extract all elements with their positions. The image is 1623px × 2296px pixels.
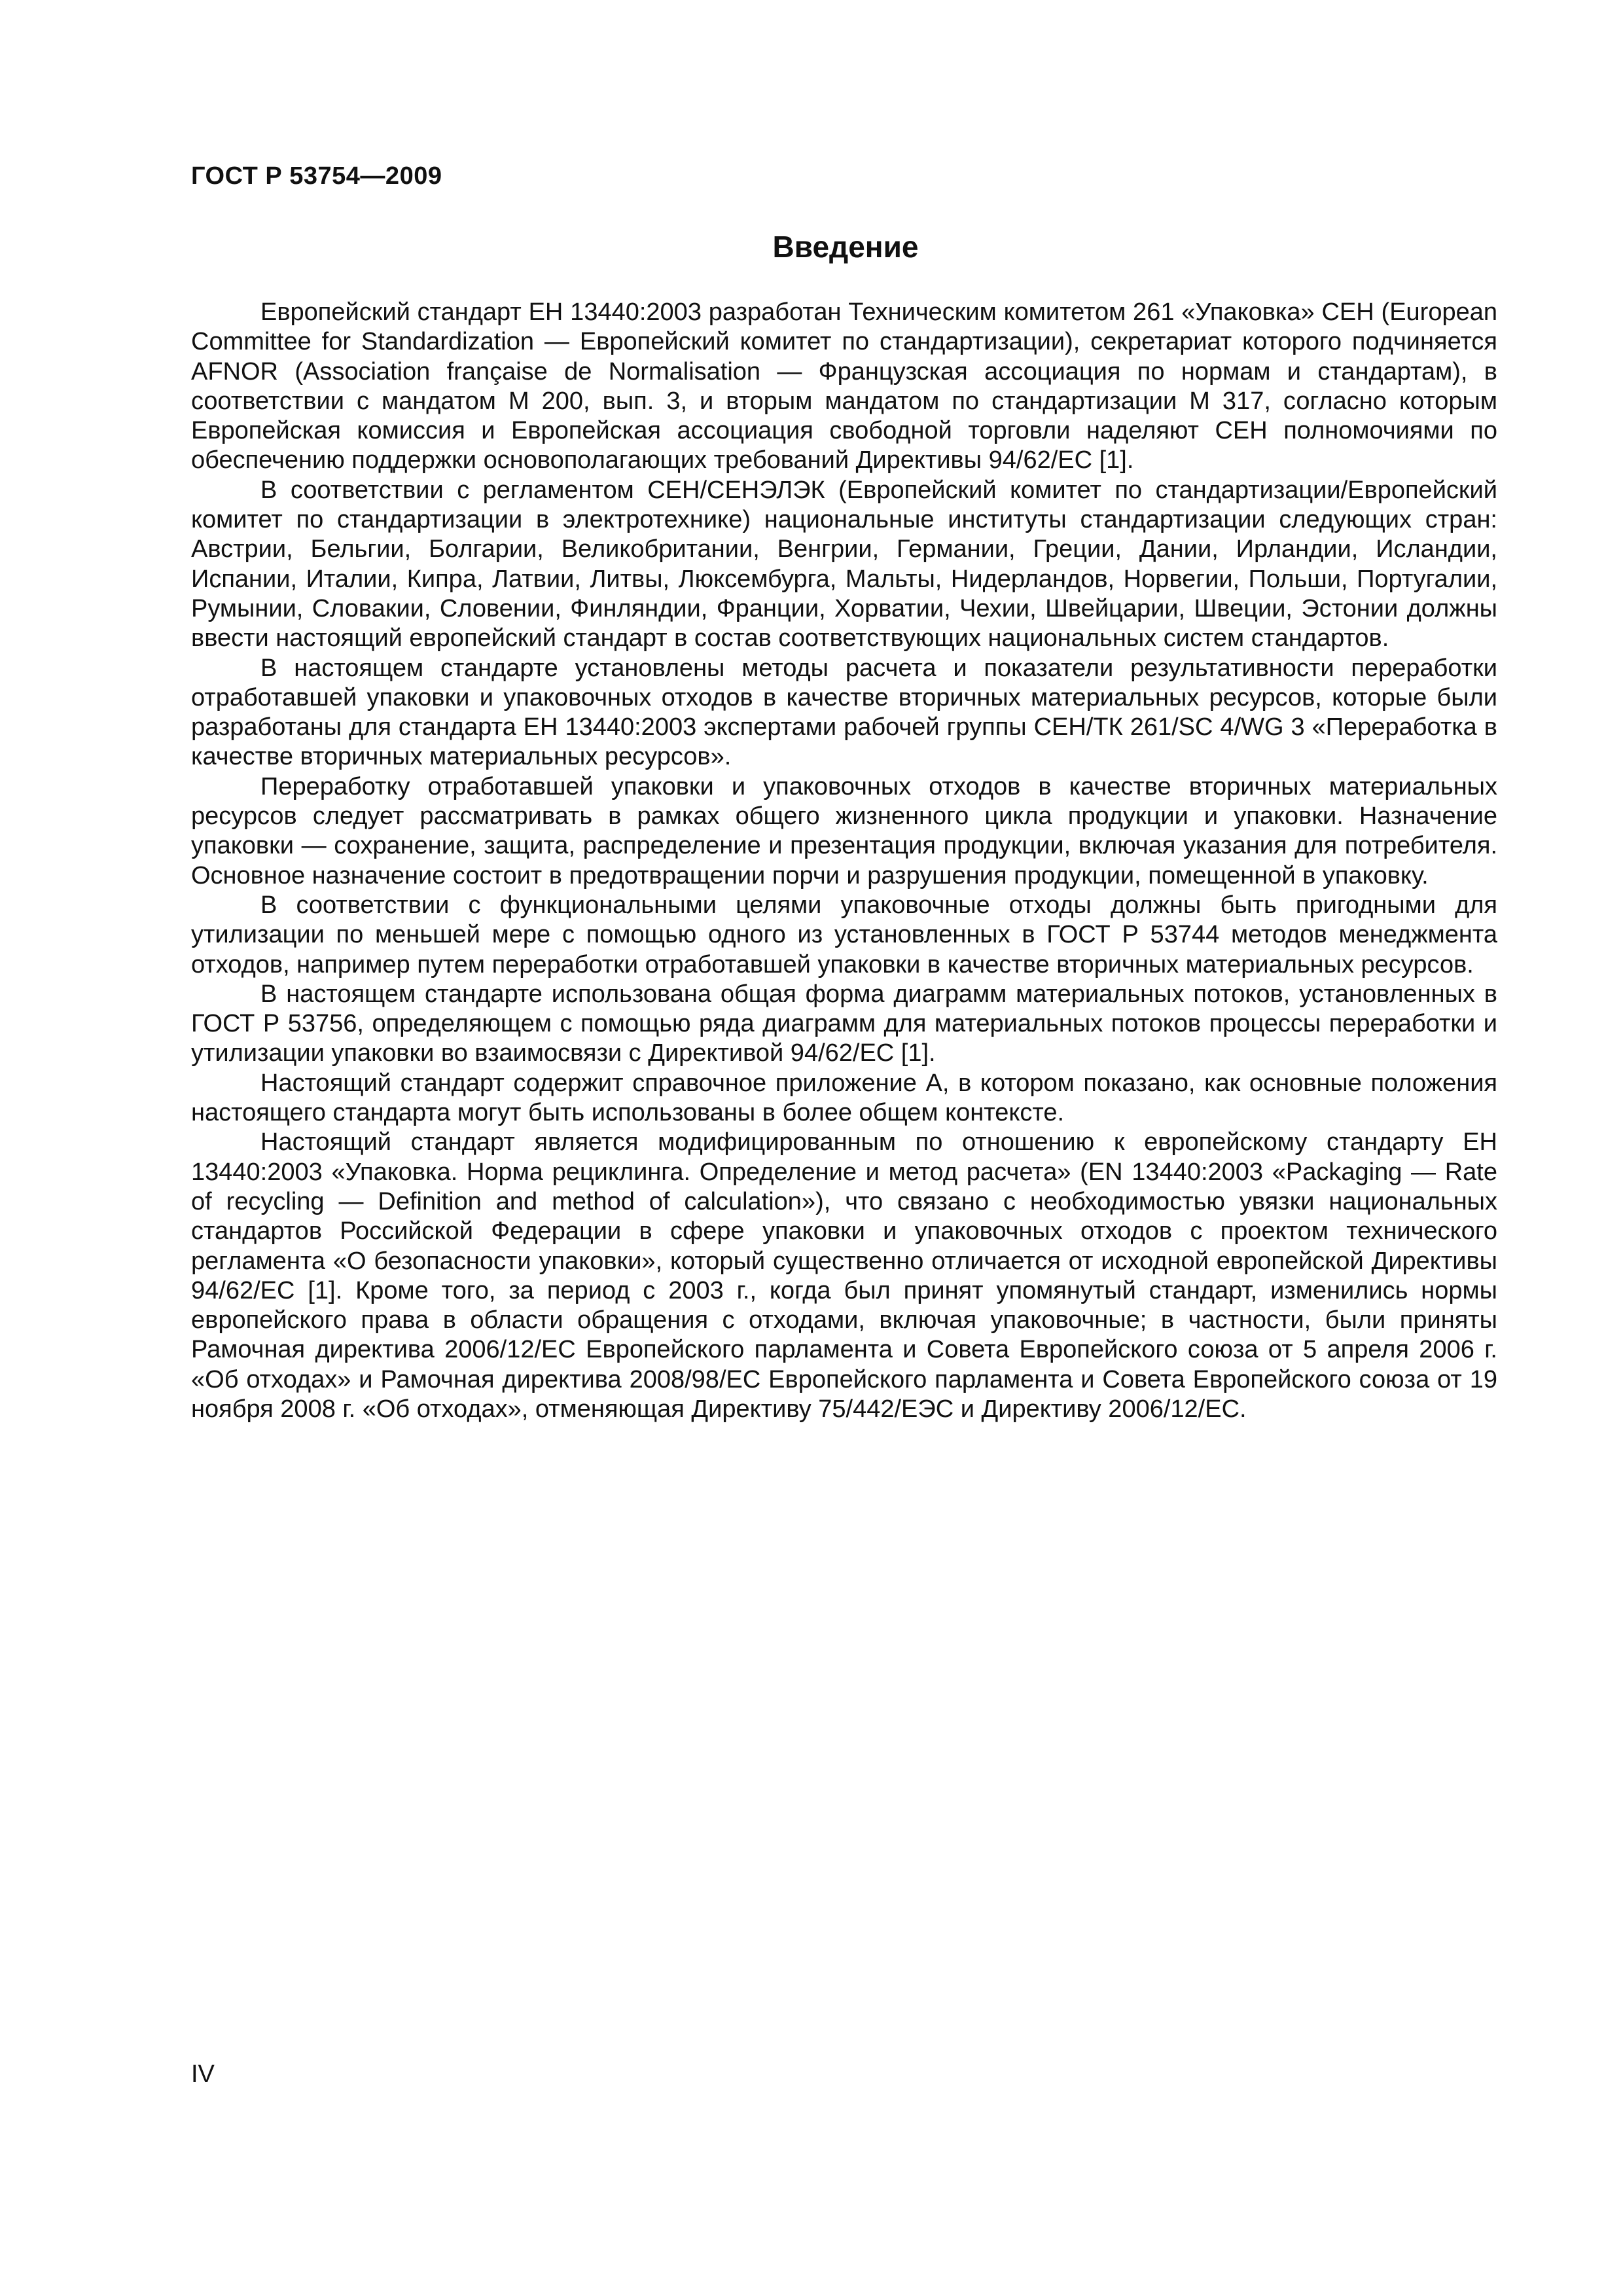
paragraph: Европейский стандарт ЕН 13440:2003 разработан Техническим комитетом 261 «Упаковка» СЕН (European Committee for Standardization — Европейский комитет по стандартизации), секретариат которого подчиняется AFNOR (Association française de Normalisation — Французская ассоциация по нормам и стандартам), в соответствии с мандатом М 200, вып. 3, и вторым мандатом по стандартизации М 317, согласно которым Европейская комиссия и Европейская ассоциация свободной торговли наделяют СЕН полномочиями по обеспечению поддержки основополагающих требований Директивы 94/62/ЕС [1]. (191, 298, 1497, 475)
paragraph: Настоящий стандарт содержит справочное приложение А, в котором показано, как основные положения настоящего стандарта могут быть использованы в более общем контексте. (191, 1069, 1497, 1127)
document-id-header: ГОСТ Р 53754—2009 (191, 162, 442, 190)
paragraph: В настоящем стандарте установлены методы расчета и показатели результативности переработки отработавшей упаковки и упаковочных отходов в качестве вторичных материальных ресурсов, которые были разработаны для стандарта ЕН 13440:2003 экспертами рабочей группы СЕН/ТК 261/SC 4/WG 3 «Переработка в качестве вторичных материальных ресурсов». (191, 654, 1497, 771)
page-number: IV (191, 2060, 215, 2088)
section-title: Введение (772, 230, 919, 264)
paragraph: Настоящий стандарт является модифицированным по отношению к европейскому стандарту ЕН 13440:2003 «Упаковка. Норма рециклинга. Определение и метод расчета» (EN 13440:2003 «Packaging — Rate of recycling — Definition and method of calculation»), что связано с необходимостью увязки национальных стандартов Российской Федерации в сфере упаковки и упаковочных отходов с проектом технического регламента «О безопасности упаковки», который существенно отличается от исходной европейской Директивы 94/62/ЕС [1]. Кроме того, за период с 2003 г., когда был принят упомянутый стандарт, изменились нормы европейского права в области обращения с отходами, включая упаковочные; в частности, были приняты Рамочная директива 2006/12/ЕС Европейского парламента и Совета Европейского союза от 5 апреля 2006 г. «Об отходах» и Рамочная директива 2008/98/ЕС Европейского парламента и Совета Европейского союза от 19 ноября 2008 г. «Об отходах», отменяющая Директиву 75/442/ЕЭС и Директиву 2006/12/ЕС. (191, 1128, 1497, 1423)
paragraph: В соответствии с функциональными целями упаковочные отходы должны быть пригодными для утилизации по меньшей мере с помощью одного из установленных в ГОСТ Р 53744 методов менеджмента отходов, например путем переработки отработавшей упаковки в качестве вторичных материальных ресурсов. (191, 891, 1497, 978)
paragraph: Переработку отработавшей упаковки и упаковочных отходов в качестве вторичных материальных ресурсов следует рассматривать в рамках общего жизненного цикла продукции и упаковки. Назначение упаковки — сохранение, защита, распределение и презентация продукции, включая указания для потребителя. Основное назначение состоит в предотвращении порчи и разрушения продукции, помещенной в упаковку. (191, 772, 1497, 889)
paragraph: В настоящем стандарте использована общая форма диаграмм материальных потоков, установленных в ГОСТ Р 53756, определяющем с помощью ряда диаграмм для материальных потоков процессы переработки и утилизации упаковки во взаимосвязи с Директивой 94/62/ЕС [1]. (191, 980, 1497, 1067)
paragraph: В соответствии с регламентом СЕН/СЕНЭЛЭК (Европейский комитет по стандартизации/Европейский комитет по стандартизации в электротехнике) национальные институты стандартизации следующих стран: Австрии, Бельгии, Болгарии, Великобритании, Венгрии, Германии, Греции, Дании, Ирландии, Исландии, Испании, Италии, Кипра, Латвии, Литвы, Люксембурга, Мальты, Нидерландов, Норвегии, Польши, Португалии, Румынии, Словакии, Словении, Финляндии, Франции, Хорватии, Чехии, Швейцарии, Швеции, Эстонии должны ввести настоящий европейский стандарт в состав соответствующих национальных систем стандартов. (191, 476, 1497, 653)
body-text (191, 298, 1497, 1424)
